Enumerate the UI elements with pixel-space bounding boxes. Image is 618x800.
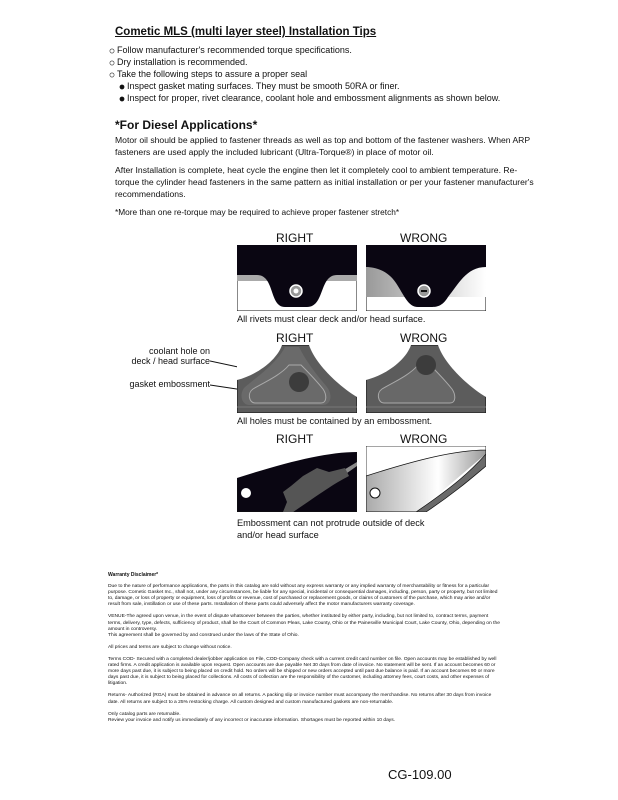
page-code: CG-109.00: [388, 767, 452, 782]
right-label: RIGHT: [276, 331, 314, 345]
tip-item: [108, 45, 352, 55]
embossment-right-diagram: [237, 446, 357, 512]
coolant-caption: All holes must be contained by an embossment.: [237, 416, 433, 426]
tip-text: Dry installation is recommended.: [117, 57, 248, 67]
tip-item: [108, 57, 248, 67]
warranty-disclaimer: [108, 572, 502, 730]
label-line: deck / head surface: [131, 356, 210, 366]
dot-bullet-icon: [120, 96, 125, 101]
caption-line: Embossment can not protrude outside of deck: [237, 518, 425, 528]
label-line: coolant hole on: [148, 346, 210, 356]
warranty-heading: Warranty Disclaimer*: [108, 572, 159, 578]
review-text: Review your invoice and notify us immediately of any incorrect or inaccurate information. Shortages must be reported within 10 days.: [108, 717, 396, 723]
coolant-right-diagram: [237, 345, 357, 413]
tip-text: Take the following steps to assure a proper seal: [117, 69, 308, 79]
diesel-note: *More than one re-torque may be required to achieve proper fastener stretch*: [115, 207, 400, 217]
coolant-hole-label: [110, 346, 210, 366]
warranty-paragraph: Due to the nature of performance applications, the parts in this catalog are sold without any express warranty or any implied warranty of merchantability or fitness for a particular purpose. Cometic Gasket Inc., shall not, under any circumstances, be liable for any special, incidental or consequential damages, including, person, party or property, but not limited to, damage, or loss of property or equipment, loss of profits or revenue, cost of purchased or replacement goods, or claims of customers of the purchase, which may arise and/or result from sale, instillation or use of these parts. Installation of these parts could adversely affect the motor manufacturers warranty coverage.: [108, 584, 498, 608]
subtip-item: [118, 93, 500, 103]
wrong-label: WRONG: [400, 432, 448, 446]
subtip-text: Inspect gasket mating surfaces. They must be smooth 50RA or finer.: [127, 81, 400, 91]
embossment-caption: [237, 517, 424, 541]
diesel-paragraph-1: Motor oil should be applied to fastener threads as well as top and bottom of the fastener washers. When ARP fasteners are used apply the included lubricant (Ultra-Torque®) in place of motor oil.: [115, 135, 530, 157]
circle-bullet-icon: [110, 48, 115, 53]
subtip-item: [118, 81, 399, 91]
page-title: Cometic MLS (multi layer steel) Installation Tips: [115, 26, 377, 38]
caption-line: and/or head surface: [237, 530, 319, 540]
embossment-wrong-diagram: [366, 446, 486, 512]
diesel-paragraph-2: After Installation is complete, heat cycle the engine then let it completely cool to ambient temperature. Re-torque the cylinder head fasteners in the same pattern as initial installation or per your fastener manufacturer's recommendations.: [115, 165, 534, 199]
coolant-wrong-diagram: [366, 345, 486, 413]
returns-paragraph: Returns- Authorized (RGA) must be obtained in advance on all returns. A packing slip or invoice number must accompany the merchandise. No returns after 30 days from invoice date. All returns are subject to a 25% restocking charge. All custom designed and custom manufactured gaskets are non-returnable.: [108, 693, 492, 705]
rivet-right-diagram: [237, 245, 357, 311]
gasket-embossment-label: gasket embossment: [129, 379, 210, 389]
returnable-text: Only catalog parts are returnable.: [108, 711, 181, 717]
venue-text: VENUE-The agreed upon venue, in the event of dispute whatsoever between the parties, whether instituted by either party, including, but not limited to, contract terms, payment terms, delivery, type, defects, sufficiency of product, shall be the Court of Common Pleas, Lake County, Ohio or the Painesville Municipal Court, Lake County, Ohio, depending on the amount in controversy.: [108, 614, 500, 632]
rivet-wrong-diagram: [366, 245, 486, 311]
venue-paragraph: [108, 614, 502, 638]
right-label: RIGHT: [276, 432, 314, 446]
right-label: RIGHT: [276, 231, 314, 245]
tip-text: Follow manufacturer's recommended torque specifications.: [117, 45, 352, 55]
wrong-label: WRONG: [400, 331, 448, 345]
wrong-label: WRONG: [400, 231, 448, 245]
diesel-heading: *For Diesel Applications*: [115, 118, 258, 132]
circle-bullet-icon: [110, 72, 115, 77]
tip-item: [108, 69, 307, 79]
subtip-text: Inspect for proper, rivet clearance, coolant hole and embossment alignments as shown below.: [127, 93, 501, 103]
circle-bullet-icon: [110, 60, 115, 65]
returnable-paragraph: [108, 712, 502, 724]
prices-paragraph: All prices and terms are subject to change without notice.: [108, 644, 232, 650]
dot-bullet-icon: [120, 84, 125, 89]
governing-law-text: This agreement shall be governed by and construed under the laws of the State of Ohio.: [108, 632, 299, 638]
terms-paragraph: Terms COD- Secured with a completed dealer/jobber application on File, COD-Company check with a current credit card number on file. Open accounts may be established by well rated firms. A credit application is available upon request. Open accounts are due payable Net 30 days from date of invoice. No statement will be sent. If an account becomes 60 or more days past due, it is subject to being placed on credit hold. No orders will be shipped or new orders accepted until past due balance is paid. If an account becomes 90 or more days past due, it is subject to being placed for collections. All costs of collection are the responsibility of the customer, including attorney fees, court costs, and other expenses of litigation.: [108, 656, 497, 687]
rivet-caption: All rivets must clear deck and/or head surface.: [237, 314, 426, 324]
